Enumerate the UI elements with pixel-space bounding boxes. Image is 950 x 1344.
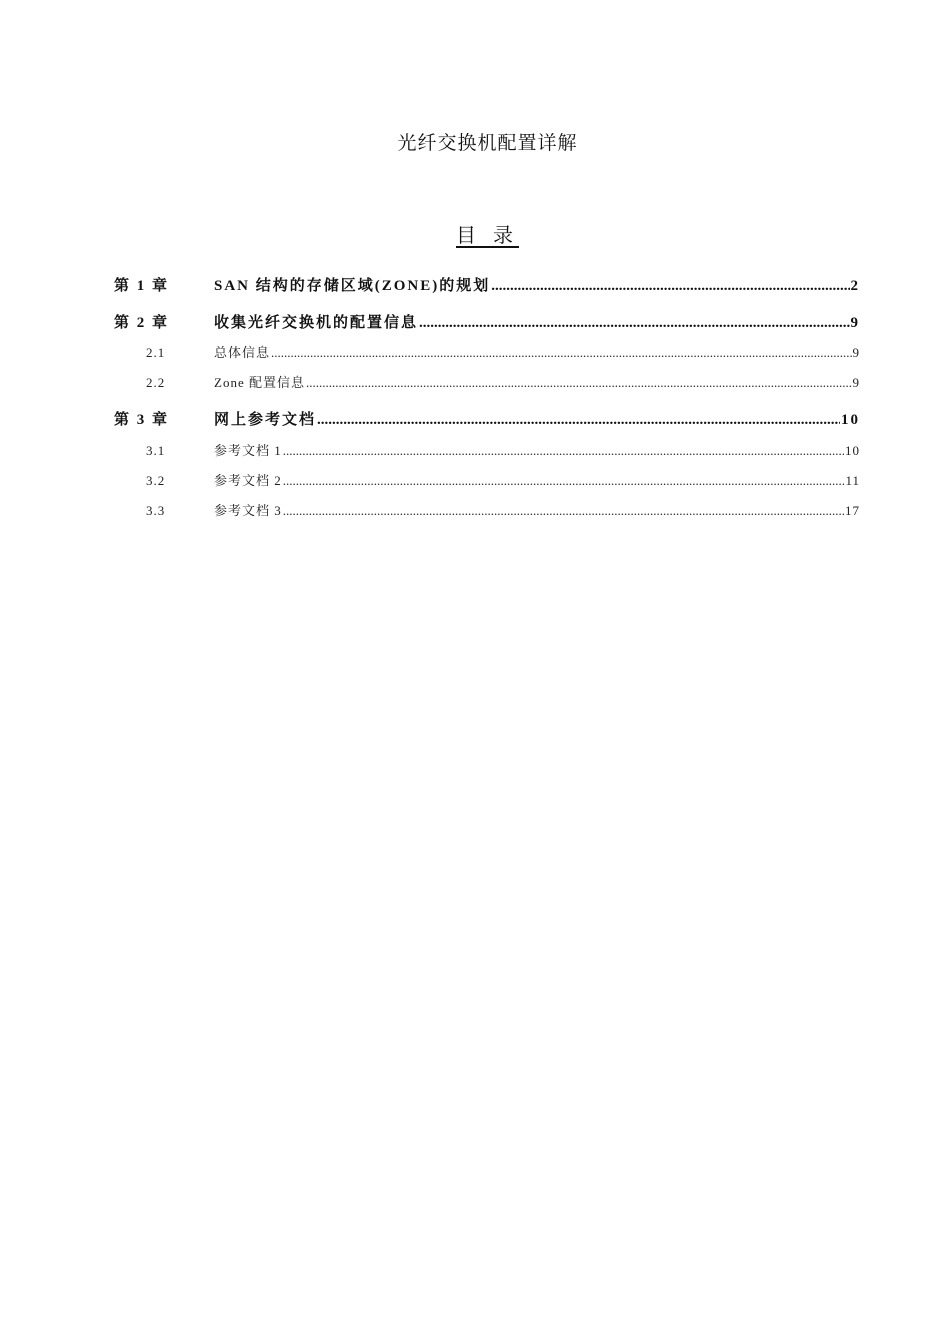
toc-entry-chapter-1[interactable] [114,274,860,295]
toc-entry-label: 参考文档 2 [214,473,282,488]
toc-dot-leader [283,503,844,519]
toc-entry-section-3-1[interactable] [114,440,860,459]
toc-entry-page: 17 [845,503,860,518]
toc-entry-page: 10 [841,412,860,428]
toc-entry-page: 9 [852,375,860,390]
toc-dot-leader [491,278,849,295]
toc-entry-page: 11 [845,473,860,488]
toc-entry-page: 10 [845,443,860,458]
toc-entry-page: 9 [850,315,860,331]
toc-entry-page: 9 [852,345,860,360]
toc-entry-label: 参考文档 1 [214,443,282,458]
toc-entry-number: 2.1 [146,345,166,360]
toc-entry-number: 第 3 章 [114,412,170,428]
toc-dot-leader [419,315,849,332]
document-title: 光纤交换机配置详解 [397,133,578,154]
toc-entry-number: 2.2 [146,375,166,390]
toc-entry-section-3-3[interactable] [114,500,860,519]
toc-entry-number: 3.3 [146,503,166,518]
toc-entry-label: Zone 配置信息 [214,375,305,390]
toc-entry-number: 3.1 [146,443,166,458]
toc-entry-chapter-3[interactable] [114,408,860,429]
toc-entry-number: 第 2 章 [114,315,170,331]
toc-dot-leader [283,443,844,459]
toc-entry-section-3-2[interactable] [114,470,860,489]
toc-entry-section-2-1[interactable] [114,342,860,361]
toc-entry-number: 3.2 [146,473,166,488]
toc-entry-label: 收集光纤交换机的配置信息 [214,315,419,331]
toc-dot-leader [306,375,852,391]
toc-entry-chapter-2[interactable] [114,311,860,332]
toc-entry-section-2-2[interactable] [114,372,860,391]
toc-entry-label: 总体信息 [214,345,271,360]
toc-entry-number: 第 1 章 [114,278,170,294]
toc-heading [0,219,950,248]
toc-entry-label: 网上参考文档 [214,412,317,428]
toc-dot-leader [271,345,851,361]
toc-entry-page: 2 [850,278,860,294]
toc-heading-text: 目 录 [456,225,519,247]
toc-dot-leader [283,473,845,489]
toc-dot-leader [317,412,840,429]
toc-entry-label: SAN 结构的存储区域(ZONE)的规划 [214,278,491,294]
toc-entry-label: 参考文档 3 [214,503,282,518]
